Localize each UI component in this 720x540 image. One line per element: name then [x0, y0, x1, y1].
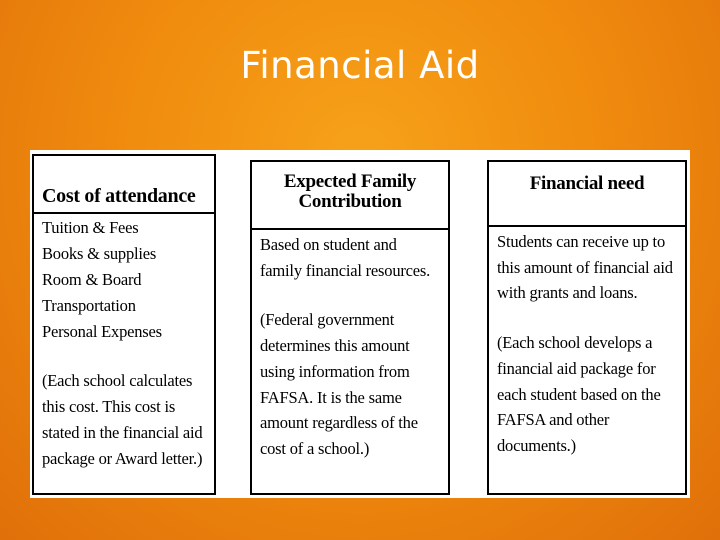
expected-family-contribution-body — [252, 230, 448, 462]
cost-of-attendance-heading: Cost of attendance — [34, 156, 214, 214]
slide-title: Financial Aid — [240, 44, 480, 87]
expected-family-contribution-text: Based on student and family financial resources. — [260, 235, 431, 280]
financial-need-note: (Each school develops a financial aid package for each student based on the FAFSA and other documents.) — [497, 333, 661, 456]
expected-family-contribution-heading: Expected Family Contribution — [252, 162, 448, 230]
list-item: Transportation — [42, 295, 136, 315]
list-item: Tuition & Fees — [42, 218, 139, 237]
financial-need-column — [487, 160, 687, 495]
list-item: Books & supplies — [42, 243, 157, 263]
cost-of-attendance-column — [32, 154, 216, 495]
list-item: Personal Expenses — [42, 321, 162, 341]
financial-need-text: Students can receive up to this amount of financial aid with grants and loans. — [497, 232, 673, 303]
financial-need-heading: Financial need — [489, 162, 685, 227]
list-item: Room & Board — [42, 269, 142, 289]
expected-family-contribution-column — [250, 160, 450, 495]
financial-need-body — [489, 227, 685, 459]
cost-of-attendance-body — [34, 214, 214, 472]
financial-aid-table — [30, 150, 690, 498]
expected-family-contribution-note: (Federal government determines this amount using information from FAFSA. It is the same amount regardless of the cost of a school.) — [260, 310, 418, 459]
cost-of-attendance-note: (Each school calculates this cost. This cost is stated in the financial aid package or Award letter.) — [42, 371, 203, 469]
